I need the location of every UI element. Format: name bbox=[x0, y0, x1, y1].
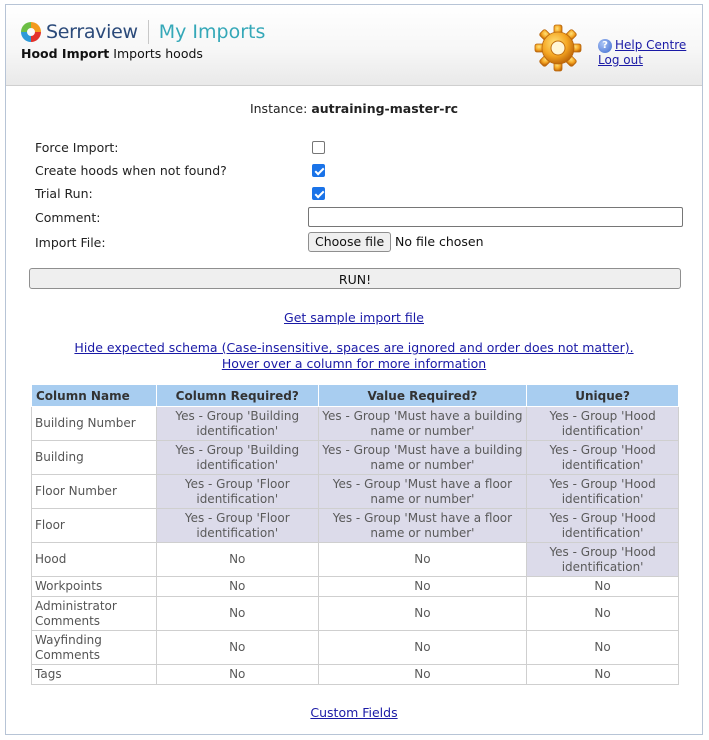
import-file-label: Import File: bbox=[35, 235, 106, 250]
help-links bbox=[598, 38, 686, 68]
cell-column-required: Yes - Group 'Floor identification' bbox=[156, 509, 318, 543]
brand-name: Serraview bbox=[46, 21, 138, 43]
instance-line bbox=[6, 101, 702, 116]
choose-file-button[interactable]: Choose file bbox=[308, 232, 391, 252]
custom-fields-link[interactable]: Custom Fields bbox=[310, 705, 398, 720]
cell-name: Building bbox=[32, 441, 157, 475]
cell-unique: No bbox=[527, 597, 679, 631]
cell-unique: Yes - Group 'Hood identification' bbox=[527, 509, 679, 543]
cell-column-required: No bbox=[156, 543, 318, 577]
cell-value-required: Yes - Group 'Must have a floor name or number' bbox=[318, 475, 527, 509]
cell-unique: No bbox=[527, 631, 679, 665]
comment-label: Comment: bbox=[35, 210, 101, 225]
cell-unique: No bbox=[527, 577, 679, 597]
cell-value-required: No bbox=[318, 597, 527, 631]
table-row[interactable] bbox=[32, 665, 679, 685]
help-icon[interactable]: ? bbox=[598, 39, 612, 53]
table-row[interactable] bbox=[32, 597, 679, 631]
table-row[interactable] bbox=[32, 543, 679, 577]
run-button[interactable]: RUN! bbox=[29, 268, 681, 289]
cell-name: Hood bbox=[32, 543, 157, 577]
header-unique: Unique? bbox=[527, 385, 679, 407]
schema-table bbox=[31, 384, 679, 685]
header-column-required: Column Required? bbox=[156, 385, 318, 407]
instance-value: autraining-master-rc bbox=[311, 101, 459, 116]
hover-hint-link[interactable]: Hover over a column for more information bbox=[221, 356, 487, 371]
table-row[interactable] bbox=[32, 407, 679, 441]
trial-run-checkbox[interactable] bbox=[312, 187, 325, 200]
cell-unique: No bbox=[527, 665, 679, 685]
table-row[interactable] bbox=[32, 631, 679, 665]
cell-value-required: No bbox=[318, 577, 527, 597]
create-hoods-label: Create hoods when not found? bbox=[35, 163, 227, 178]
table-row[interactable] bbox=[32, 577, 679, 597]
cell-name: Building Number bbox=[32, 407, 157, 441]
cell-name: Administrator Comments bbox=[32, 597, 157, 631]
hide-schema-link[interactable]: Hide expected schema (Case-insensitive, spaces are ignored and order does not matter). bbox=[74, 340, 634, 355]
force-import-label: Force Import: bbox=[35, 140, 119, 155]
trial-run-label: Trial Run: bbox=[35, 186, 93, 201]
cell-unique: Yes - Group 'Hood identification' bbox=[527, 543, 679, 577]
cell-unique: Yes - Group 'Hood identification' bbox=[527, 441, 679, 475]
page-header bbox=[6, 5, 702, 86]
instance-label: Instance: bbox=[249, 101, 308, 116]
cell-unique: Yes - Group 'Hood identification' bbox=[527, 407, 679, 441]
table-header-row bbox=[32, 385, 679, 407]
create-hoods-checkbox[interactable] bbox=[312, 164, 325, 177]
cell-value-required: No bbox=[318, 543, 527, 577]
import-description: Imports hoods bbox=[113, 46, 203, 61]
cell-name: Tags bbox=[32, 665, 157, 685]
schema-links bbox=[6, 340, 702, 372]
cell-column-required: Yes - Group 'Floor identification' bbox=[156, 475, 318, 509]
logout-link[interactable]: Log out bbox=[598, 53, 643, 67]
header-value-required: Value Required? bbox=[318, 385, 527, 407]
header-column-name: Column Name bbox=[32, 385, 157, 407]
cell-value-required: Yes - Group 'Must have a building name or number' bbox=[318, 407, 527, 441]
cell-value-required: No bbox=[318, 665, 527, 685]
logo-divider bbox=[148, 20, 149, 44]
table-row[interactable] bbox=[32, 475, 679, 509]
cell-value-required: Yes - Group 'Must have a building name or number' bbox=[318, 441, 527, 475]
cell-column-required: Yes - Group 'Building identification' bbox=[156, 441, 318, 475]
gear-icon bbox=[533, 23, 583, 73]
serraview-logo[interactable] bbox=[20, 19, 265, 45]
sample-import-link[interactable]: Get sample import file bbox=[284, 310, 424, 325]
cell-value-required: Yes - Group 'Must have a floor name or number' bbox=[318, 509, 527, 543]
comment-input[interactable] bbox=[308, 207, 683, 227]
cell-column-required: Yes - Group 'Building identification' bbox=[156, 407, 318, 441]
import-page bbox=[5, 4, 703, 735]
import-subtitle bbox=[21, 46, 203, 61]
custom-fields-row bbox=[6, 705, 702, 720]
sample-link-row bbox=[6, 310, 702, 325]
cell-unique: Yes - Group 'Hood identification' bbox=[527, 475, 679, 509]
app-name: My Imports bbox=[158, 21, 266, 43]
cell-name: Workpoints bbox=[32, 577, 157, 597]
file-status: No file chosen bbox=[395, 234, 484, 249]
serraview-logo-icon bbox=[20, 21, 42, 43]
help-centre-link[interactable]: Help Centre bbox=[615, 38, 687, 52]
table-row[interactable] bbox=[32, 441, 679, 475]
cell-name: Wayfinding Comments bbox=[32, 631, 157, 665]
cell-column-required: No bbox=[156, 631, 318, 665]
help-centre-row[interactable] bbox=[598, 38, 686, 53]
cell-column-required: No bbox=[156, 597, 318, 631]
cell-column-required: No bbox=[156, 665, 318, 685]
table-row[interactable] bbox=[32, 509, 679, 543]
cell-column-required: No bbox=[156, 577, 318, 597]
cell-name: Floor Number bbox=[32, 475, 157, 509]
cell-value-required: No bbox=[318, 631, 527, 665]
force-import-checkbox[interactable] bbox=[312, 141, 325, 154]
cell-name: Floor bbox=[32, 509, 157, 543]
import-title: Hood Import bbox=[21, 46, 110, 61]
